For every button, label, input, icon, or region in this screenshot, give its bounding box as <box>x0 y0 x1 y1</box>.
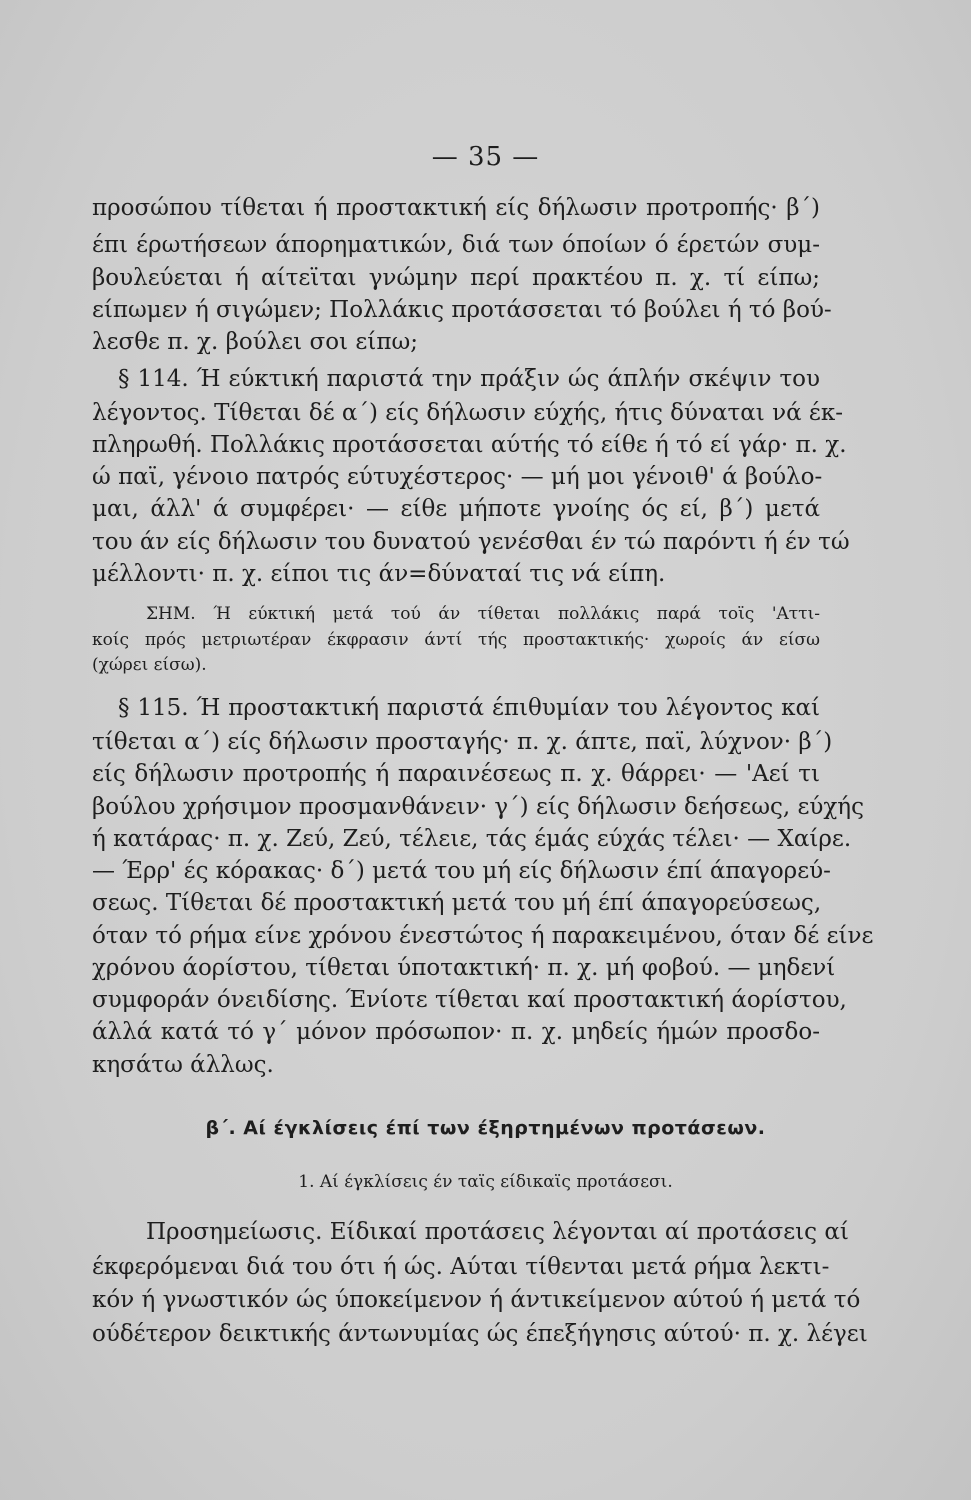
text-line: Προσημείωσις. Είδικαί προτάσεις λέγονται αί προτάσεις αί <box>146 1219 849 1245</box>
text-line: τίθεται α΄) είς δήλωσιν προσταγής· π. χ. άπτε, παϊ, λύχνον· β΄) <box>92 729 833 755</box>
note-line: (χώρει είσω). <box>92 655 207 675</box>
text-line: κησάτω άλλως. <box>92 1052 274 1078</box>
text-line: — Έρρ' ές κόρακας· δ΄) μετά του μή είς δήλωσιν έπί άπαγορεύ- <box>92 858 831 884</box>
text-line: του άν είς δήλωσιν του δυνατού γενέσθαι έν τώ παρόντι ή έν τώ <box>92 529 850 555</box>
text-line: § 115. Ή προστακτική παριστά έπιθυμίαν του λέγοντος καί <box>118 695 820 721</box>
text-line: βούλου χρήσιμον προσμανθάνειν· γ΄) είς δήλωσιν δεήσεως, εύχής <box>92 794 864 820</box>
text-line: ή κατάρας· π. χ. Ζεύ, Ζεύ, τέλειε, τάς έμάς εύχάς τέλει· — Χαίρε. <box>92 826 852 852</box>
text-line: μαι, άλλ' ά συμφέρει· — είθε μήποτε γνοίης ός εί, β΄) μετά <box>92 496 820 522</box>
section-heading: β΄. Αί έγκλίσεις έπί των έξηρτημένων προτάσεων. <box>205 1117 766 1139</box>
text-line: είς δήλωσιν προτροπής ή παραινέσεως π. χ. θάρρει· — 'Αεί τι <box>92 761 820 787</box>
note-line: κοίς πρός μετριωτέραν έκφρασιν άντί τής προστακτικής· χωροίς άν είσω <box>92 630 820 650</box>
text-line: ούδέτερον δεικτικής άντωνυμίας ώς έπεξήγησις αύτού· π. χ. λέγει <box>92 1321 868 1347</box>
text-line: ώ παϊ, γένοιο πατρός εύτυχέστερος· — μή μοι γένοιθ' ά βούλο- <box>92 464 823 490</box>
text-line: § 114. Ή εύκτική παριστά την πράξιν ώς άπλήν σκέψιν του <box>118 366 820 392</box>
text-line: μέλλοντι· π. χ. είποι τις άν=δύναταί τις νά είπη. <box>92 561 666 587</box>
note-line: ΣΗΜ. Ή εύκτική μετά τού άν τίθεται πολλάκις παρά τοϊς 'Αττι- <box>146 604 820 624</box>
text-line: άλλά κατά τό γ΄ μόνον πρόσωπον· π. χ. μηδείς ήμών προσδο- <box>92 1019 820 1045</box>
text-line: λεσθε π. χ. βούλει σοι είπω; <box>92 329 418 355</box>
text-line: όταν τό ρήμα είνε χρόνου ένεστώτος ή παρακειμένου, όταν δέ είνε <box>92 923 874 949</box>
text-line: πληρωθή. Πολλάκις προτάσσεται αύτής τό είθε ή τό εί γάρ· π. χ. <box>92 432 847 458</box>
text-line: συμφοράν όνειδίσης. Ένίοτε τίθεται καί προστακτική άορίστου, <box>92 987 847 1013</box>
text-line: είπωμεν ή σιγώμεν; Πολλάκις προτάσσεται τό βούλει ή τό βού- <box>92 297 832 323</box>
text-line: κόν ή γνωστικόν ώς ύποκείμενον ή άντικείμενον αύτού ή μετά τό <box>92 1287 861 1313</box>
text-line: προσώπου τίθεται ή προστακτική είς δήλωσιν προτροπής· β΄) <box>92 195 820 221</box>
text-line: βουλεύεται ή αίτεϊται γνώμην περί πρακτέου π. χ. τί είπω; <box>92 265 820 291</box>
subsection-heading: 1. Αί έγκλίσεις έν ταϊς είδικαϊς προτάσεσι. <box>298 1172 673 1192</box>
text-line: χρόνου άορίστου, τίθεται ύποτακτική· π. χ. μή φοβού. — μηδενί <box>92 955 836 981</box>
text-line: έκφερόμεναι διά του ότι ή ώς. Αύται τίθενται μετά ρήμα λεκτι- <box>92 1254 830 1280</box>
text-line: λέγοντος. Τίθεται δέ α΄) είς δήλωσιν εύχής, ήτις δύναται νά έκ- <box>92 400 843 426</box>
page-number: — 35 — <box>431 142 540 172</box>
text-line: έπι έρωτήσεων άπορηματικών, διά των όποίων ό έρετών συμ- <box>92 232 820 258</box>
text-line: σεως. Τίθεται δέ προστακτική μετά του μή έπί άπαγορεύσεως, <box>92 890 822 916</box>
